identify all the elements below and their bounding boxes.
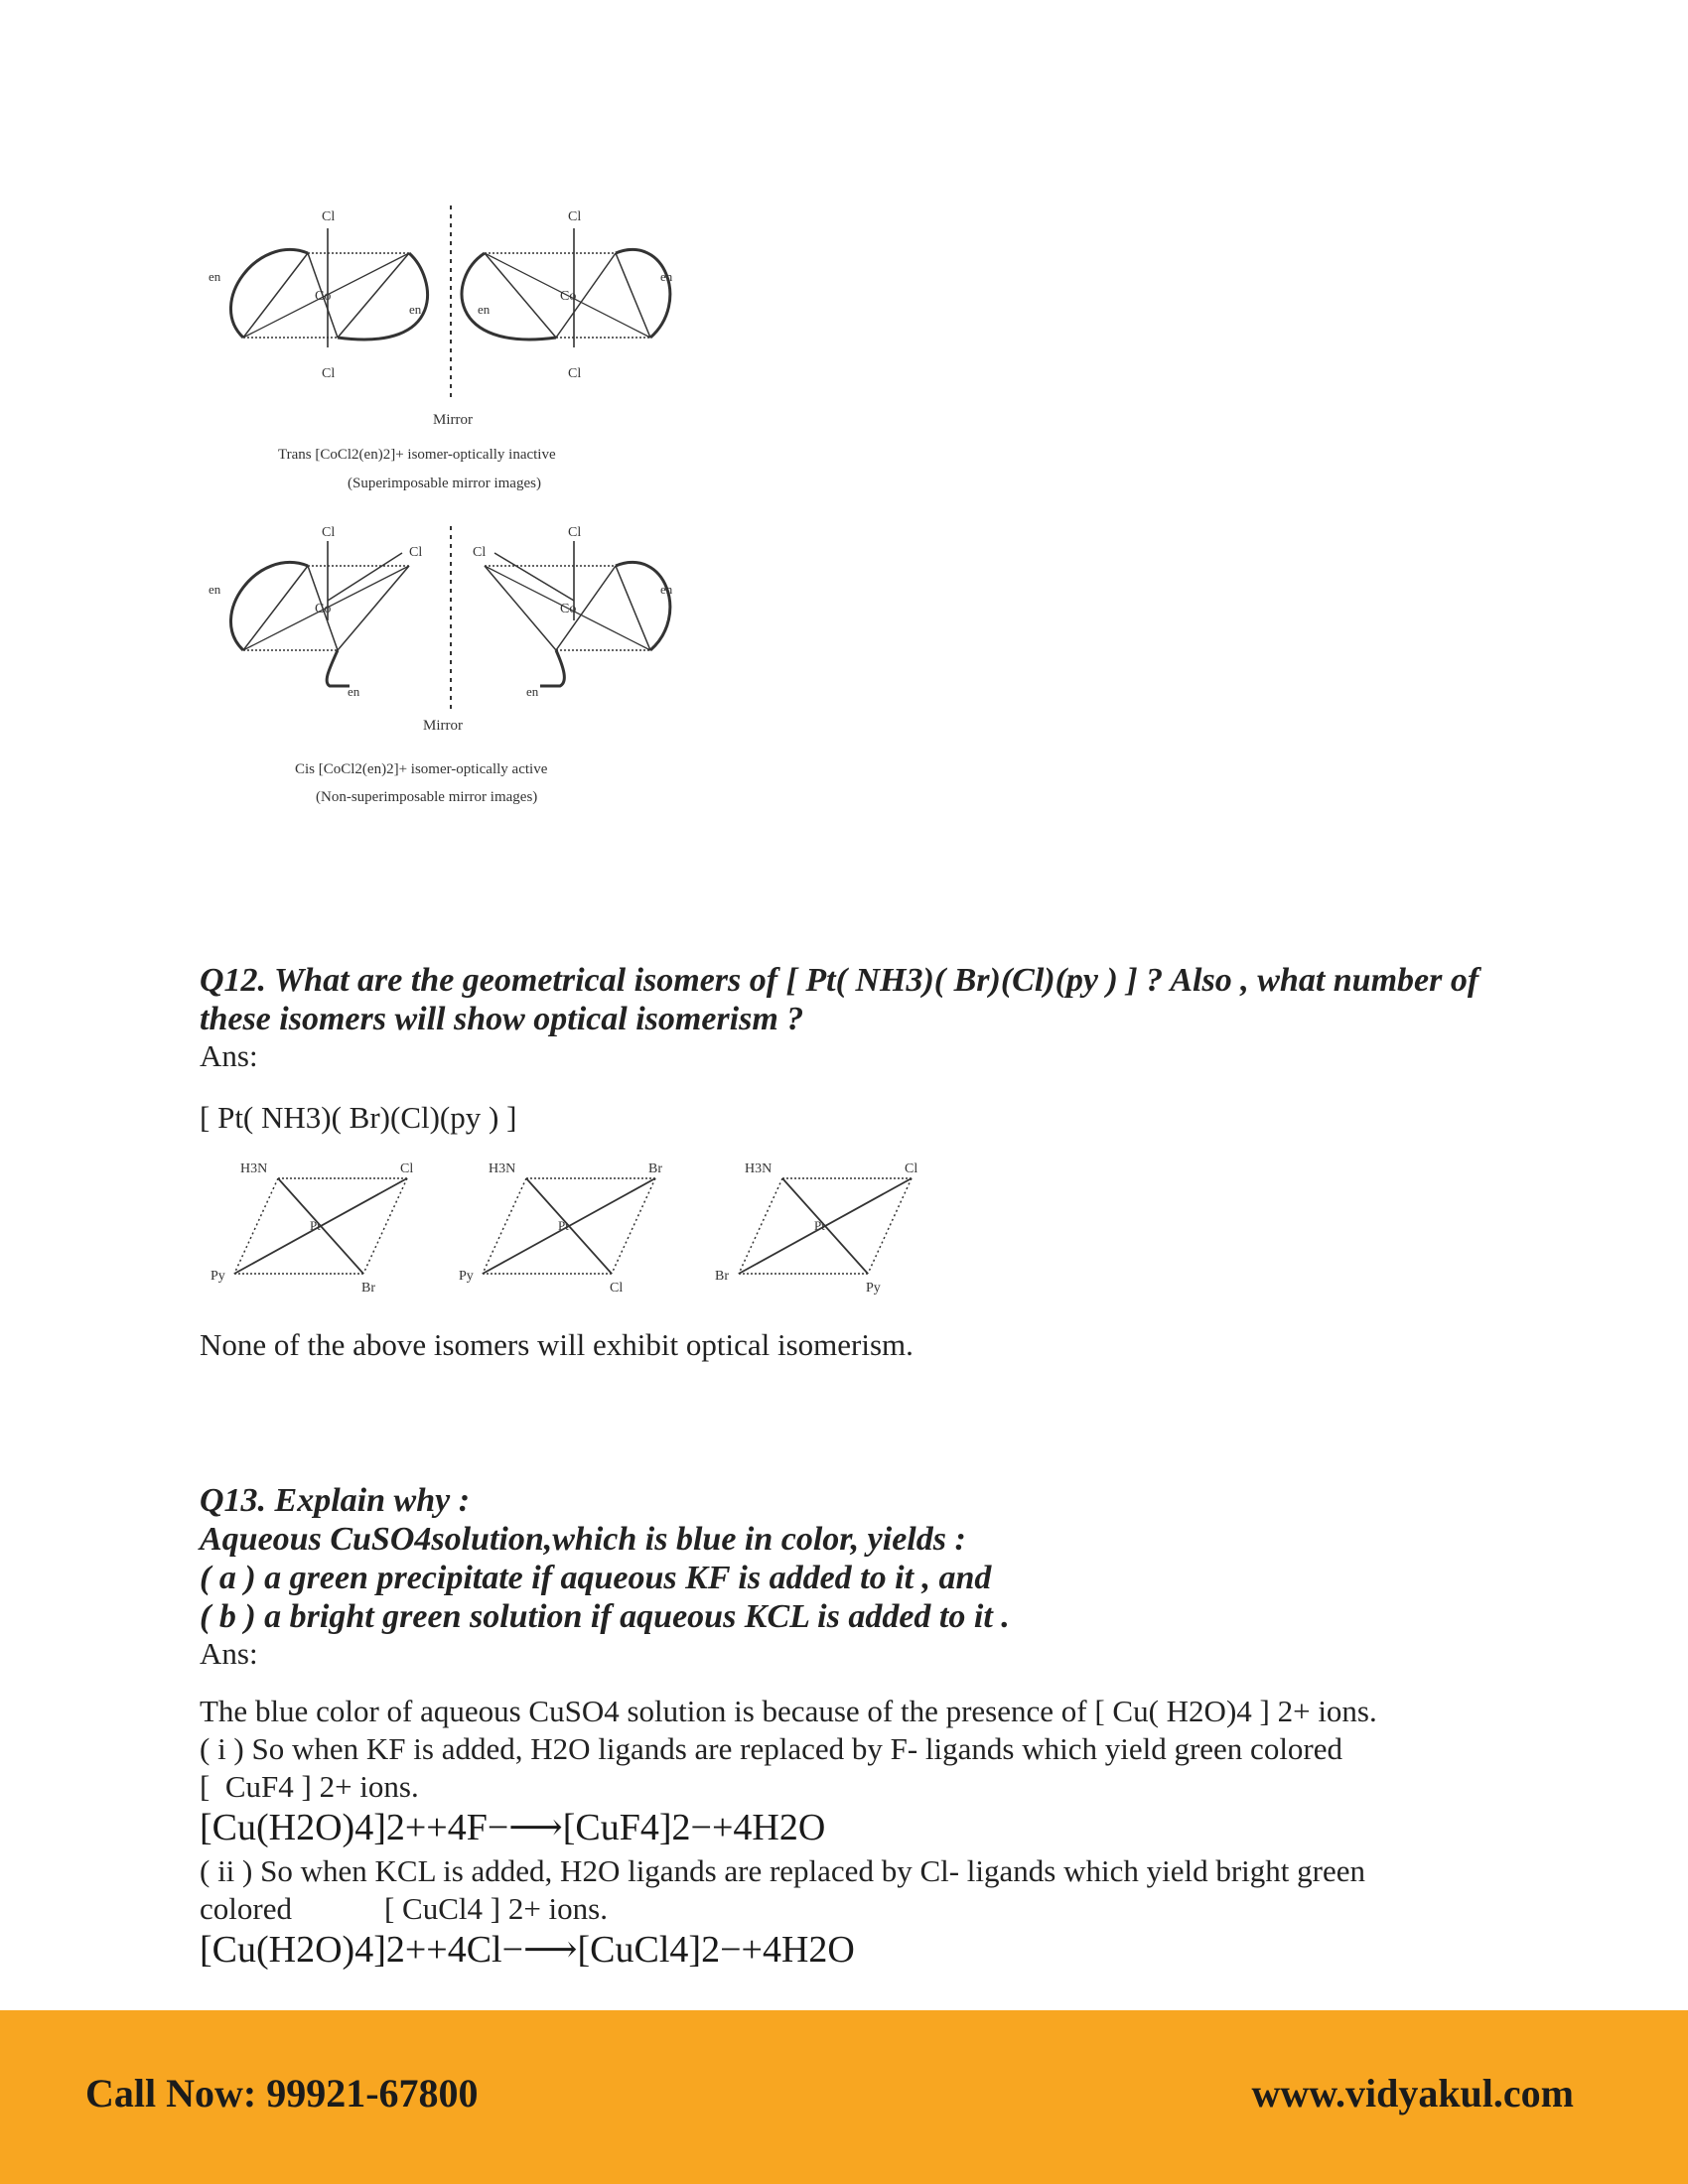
ligand-label: Py	[459, 1269, 474, 1284]
ligand-label: Br	[648, 1161, 662, 1176]
trans-caption: Trans [CoCl2(en)2]+ isomer-optically inactive	[278, 447, 556, 463]
cl-label: Cl	[568, 366, 582, 381]
q13-para2: ( i ) So when KF is added, H2O ligands are replaced by F- ligands which yield green colored	[200, 1731, 1343, 1766]
co-label: Co	[315, 289, 332, 304]
ligand-label: Cl	[400, 1161, 414, 1176]
q12-question-line1: Q12. What are the geometrical isomers of [ Pt( NH3)( Br)(Cl)(py ) ] ? Also , what number of	[200, 962, 1479, 999]
q13-para3: [ CuF4 ] 2+ ions.	[200, 1769, 419, 1804]
call-now-text[interactable]: Call Now: 99921-67800	[85, 2071, 479, 2116]
q12-ans-label: Ans:	[200, 1038, 258, 1073]
cis-right-structure	[473, 525, 673, 699]
q12-conclusion: None of the above isomers will exhibit optical isomerism.	[200, 1327, 914, 1362]
q13-line3: ( a ) a green precipitate if aqueous KF is added to it , and	[200, 1560, 992, 1596]
q13-ans-label: Ans:	[200, 1636, 258, 1671]
q13-line2: Aqueous CuSO4solution,which is blue in color, yields :	[200, 1521, 966, 1558]
co-label: Co	[560, 289, 577, 304]
pt-isomer-structure	[715, 1161, 917, 1296]
en-label: en	[348, 684, 360, 699]
cl-label: Cl	[409, 545, 423, 560]
q13-para1: The blue color of aqueous CuSO4 solution is because of the presence of [ Cu( H2O)4 ] 2+ ions.	[200, 1694, 1377, 1728]
q12-formula: [ Pt( NH3)( Br)(Cl)(py ) ]	[200, 1100, 517, 1135]
pt-label: Pt	[310, 1218, 321, 1233]
co-label: Co	[560, 602, 577, 616]
en-label: en	[209, 269, 221, 284]
pt-label: Pt	[814, 1218, 825, 1233]
ligand-label: H3N	[745, 1161, 773, 1176]
en-label: en	[660, 582, 673, 597]
cl-label: Cl	[322, 525, 336, 540]
cis-left-structure	[209, 525, 422, 699]
q13-line1: Q13. Explain why :	[200, 1482, 471, 1519]
ligand-label: Py	[211, 1269, 225, 1284]
trans-subcaption: (Superimposable mirror images)	[348, 476, 541, 491]
pt-isomer-figure	[199, 1157, 953, 1296]
ligand-label: Cl	[610, 1281, 624, 1296]
q12-question-line2: these isomers will show optical isomerism ?	[200, 1001, 804, 1037]
cl-label: Cl	[322, 209, 336, 224]
q13-para4: ( ii ) So when KCL is added, H2O ligands are replaced by Cl- ligands which yield bright green	[200, 1853, 1365, 1888]
ligand-label: Py	[866, 1281, 881, 1296]
co-isomer-figure	[199, 194, 715, 829]
cl-label: Cl	[568, 525, 582, 540]
pt-isomer-structure	[211, 1161, 413, 1296]
footer-banner	[0, 2010, 1688, 2184]
cl-label: Cl	[322, 366, 336, 381]
cis-caption: Cis [CoCl2(en)2]+ isomer-optically active	[295, 761, 548, 777]
ligand-label: Br	[361, 1281, 375, 1296]
q13-line4: ( b ) a bright green solution if aqueous KCL is added to it .	[200, 1598, 1010, 1635]
pt-isomer-structure	[459, 1161, 662, 1296]
en-label: en	[478, 302, 491, 317]
en-label: en	[660, 269, 673, 284]
q13-equation1: [Cu(H2O)4]2++4F−⟶[CuF4]2−+4H2O	[200, 1807, 826, 1848]
en-label: en	[526, 684, 539, 699]
ligand-label: H3N	[489, 1161, 516, 1176]
mirror-label: Mirror	[433, 412, 473, 428]
mirror-label: Mirror	[423, 718, 463, 734]
website-link[interactable]: www.vidyakul.com	[1251, 2071, 1574, 2116]
cl-label: Cl	[568, 209, 582, 224]
cis-subcaption: (Non-superimposable mirror images)	[316, 789, 538, 805]
ligand-label: Cl	[905, 1161, 918, 1176]
q13-para5: colored [ CuCl4 ] 2+ ions.	[200, 1891, 608, 1926]
en-label: en	[209, 582, 221, 597]
ligand-label: Br	[715, 1269, 729, 1284]
co-label: Co	[315, 602, 332, 616]
pt-label: Pt	[558, 1218, 569, 1233]
cl-label: Cl	[473, 545, 487, 560]
trans-right-structure	[462, 209, 673, 381]
ligand-label: H3N	[240, 1161, 268, 1176]
en-label: en	[409, 302, 422, 317]
trans-left-structure	[209, 209, 428, 381]
q13-equation2: [Cu(H2O)4]2++4Cl−⟶[CuCl4]2−+4H2O	[200, 1929, 855, 1971]
